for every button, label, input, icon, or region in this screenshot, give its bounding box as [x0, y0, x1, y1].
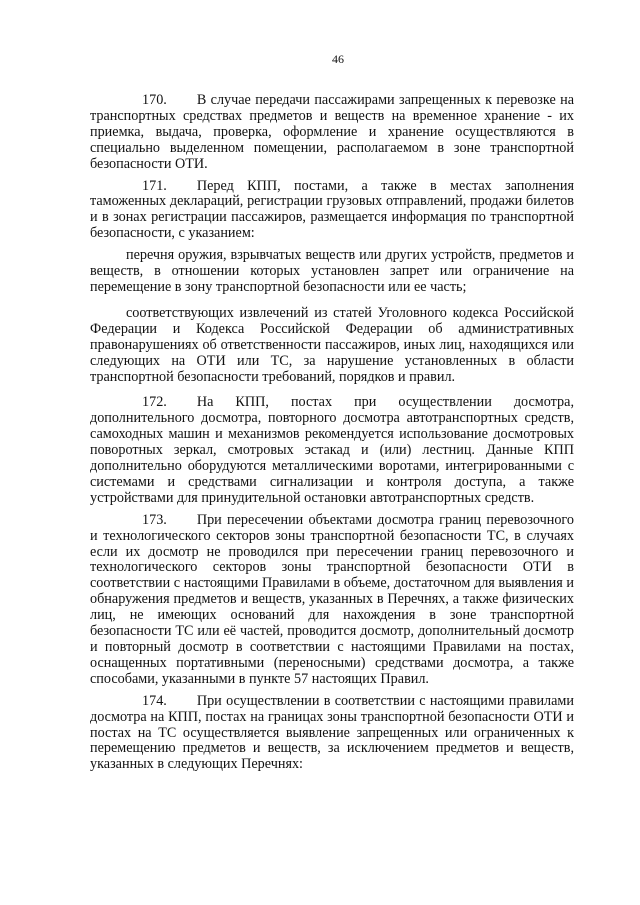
list-item-weapons: перечня оружия, взрывчатых веществ или других устройств, предметов и веществ, в отношении которых установлен запрет или ограничение на перемещение в зону транспортной безопасности или ее часть; [90, 247, 574, 295]
paragraph-number: 171. [142, 177, 167, 194]
paragraph-173 [90, 513, 574, 688]
paragraph-172 [90, 395, 574, 506]
paragraph-number: 173. [142, 511, 167, 528]
paragraph-174 [90, 694, 574, 774]
paragraph-number: 172. [142, 394, 167, 411]
page-number: 46 [332, 52, 344, 66]
paragraph-number: 174. [142, 692, 167, 709]
paragraph-text: При осуществлении в соответствии с настоящими правилами досмотра на КПП, постах на границах зоны транспортной безопасности ОТИ и постах на ТС осуществляется выявление запрещенных или ограниченных к перемещению предметов и веществ, за исключением предметов и веществ, указанных в следующих Перечнях: [90, 692, 574, 773]
paragraph-number: 170. [142, 92, 167, 108]
paragraph-171 [90, 179, 574, 243]
paragraph-text: Перед КПП, постами, а также в местах заполнения таможенных деклараций, регистрации грузовых отправлений, продажи билетов и в зонах регистрации пассажиров, размещается информация по транспортной безопасности, с указанием: [90, 177, 574, 242]
paragraph-text: На КПП, постах при осуществлении досмотра, дополнительного досмотра, повторного досмотра автотранспортных средств, самоходных машин и механизмов рекомендуется использование досмотровых поворотных зеркал, смотровых эстакад и (или) лестниц. Данные КПП дополнительно оборудуются металлическими воротами, интегрированными с системами и средствами сигнализации и контроля доступа, а также устройствами для принудительной остановки автотранспортных средств. [90, 394, 574, 506]
paragraph-170 [90, 93, 574, 173]
paragraph-text: При пересечении объектами досмотра границ перевозочного и технологического секторов зоны транспортной безопасности ТС, в случаях если их досмотр не проводился при пересечении границ перевозочного и технологического секторов зоны транспортной безопасности ОТИ в соответствии с настоящими Правилами в объеме, достаточном для выявления и обнаружения предметов и веществ, указанных в Перечнях, а также физических лиц, не имеющих оснований для нахождения в зоне транспортной безопасности ТС или её частей, проводится досмотр, дополнительный досмотр и повторный досмотр в соответствии с настоящими Правилами на постах, оснащенных портативными (переносными) средствами досмотра, а также способами, указанными в пункте 57 настоящих Правил. [90, 511, 574, 687]
paragraph-text: В случае передачи пассажирами запрещенных к перевозке на транспортных средствах предметов и веществ на временное хранение - их приемка, выдача, проверка, оформление и хранение осуществляются в специально выделенном помещении, располагаемом в зоне транспортной безопасности ОТИ. [90, 92, 574, 172]
list-item-code-extracts: соответствующих извлечений из статей Уголовного кодекса Российской Федерации и Кодекса Российской Федерации об административных правонарушениях об ответственности пассажиров, иных лиц, находящихся или следующих на ОТИ или ТС, за нарушение установленных в области транспортной безопасности требований, порядков и правил. [90, 304, 574, 385]
